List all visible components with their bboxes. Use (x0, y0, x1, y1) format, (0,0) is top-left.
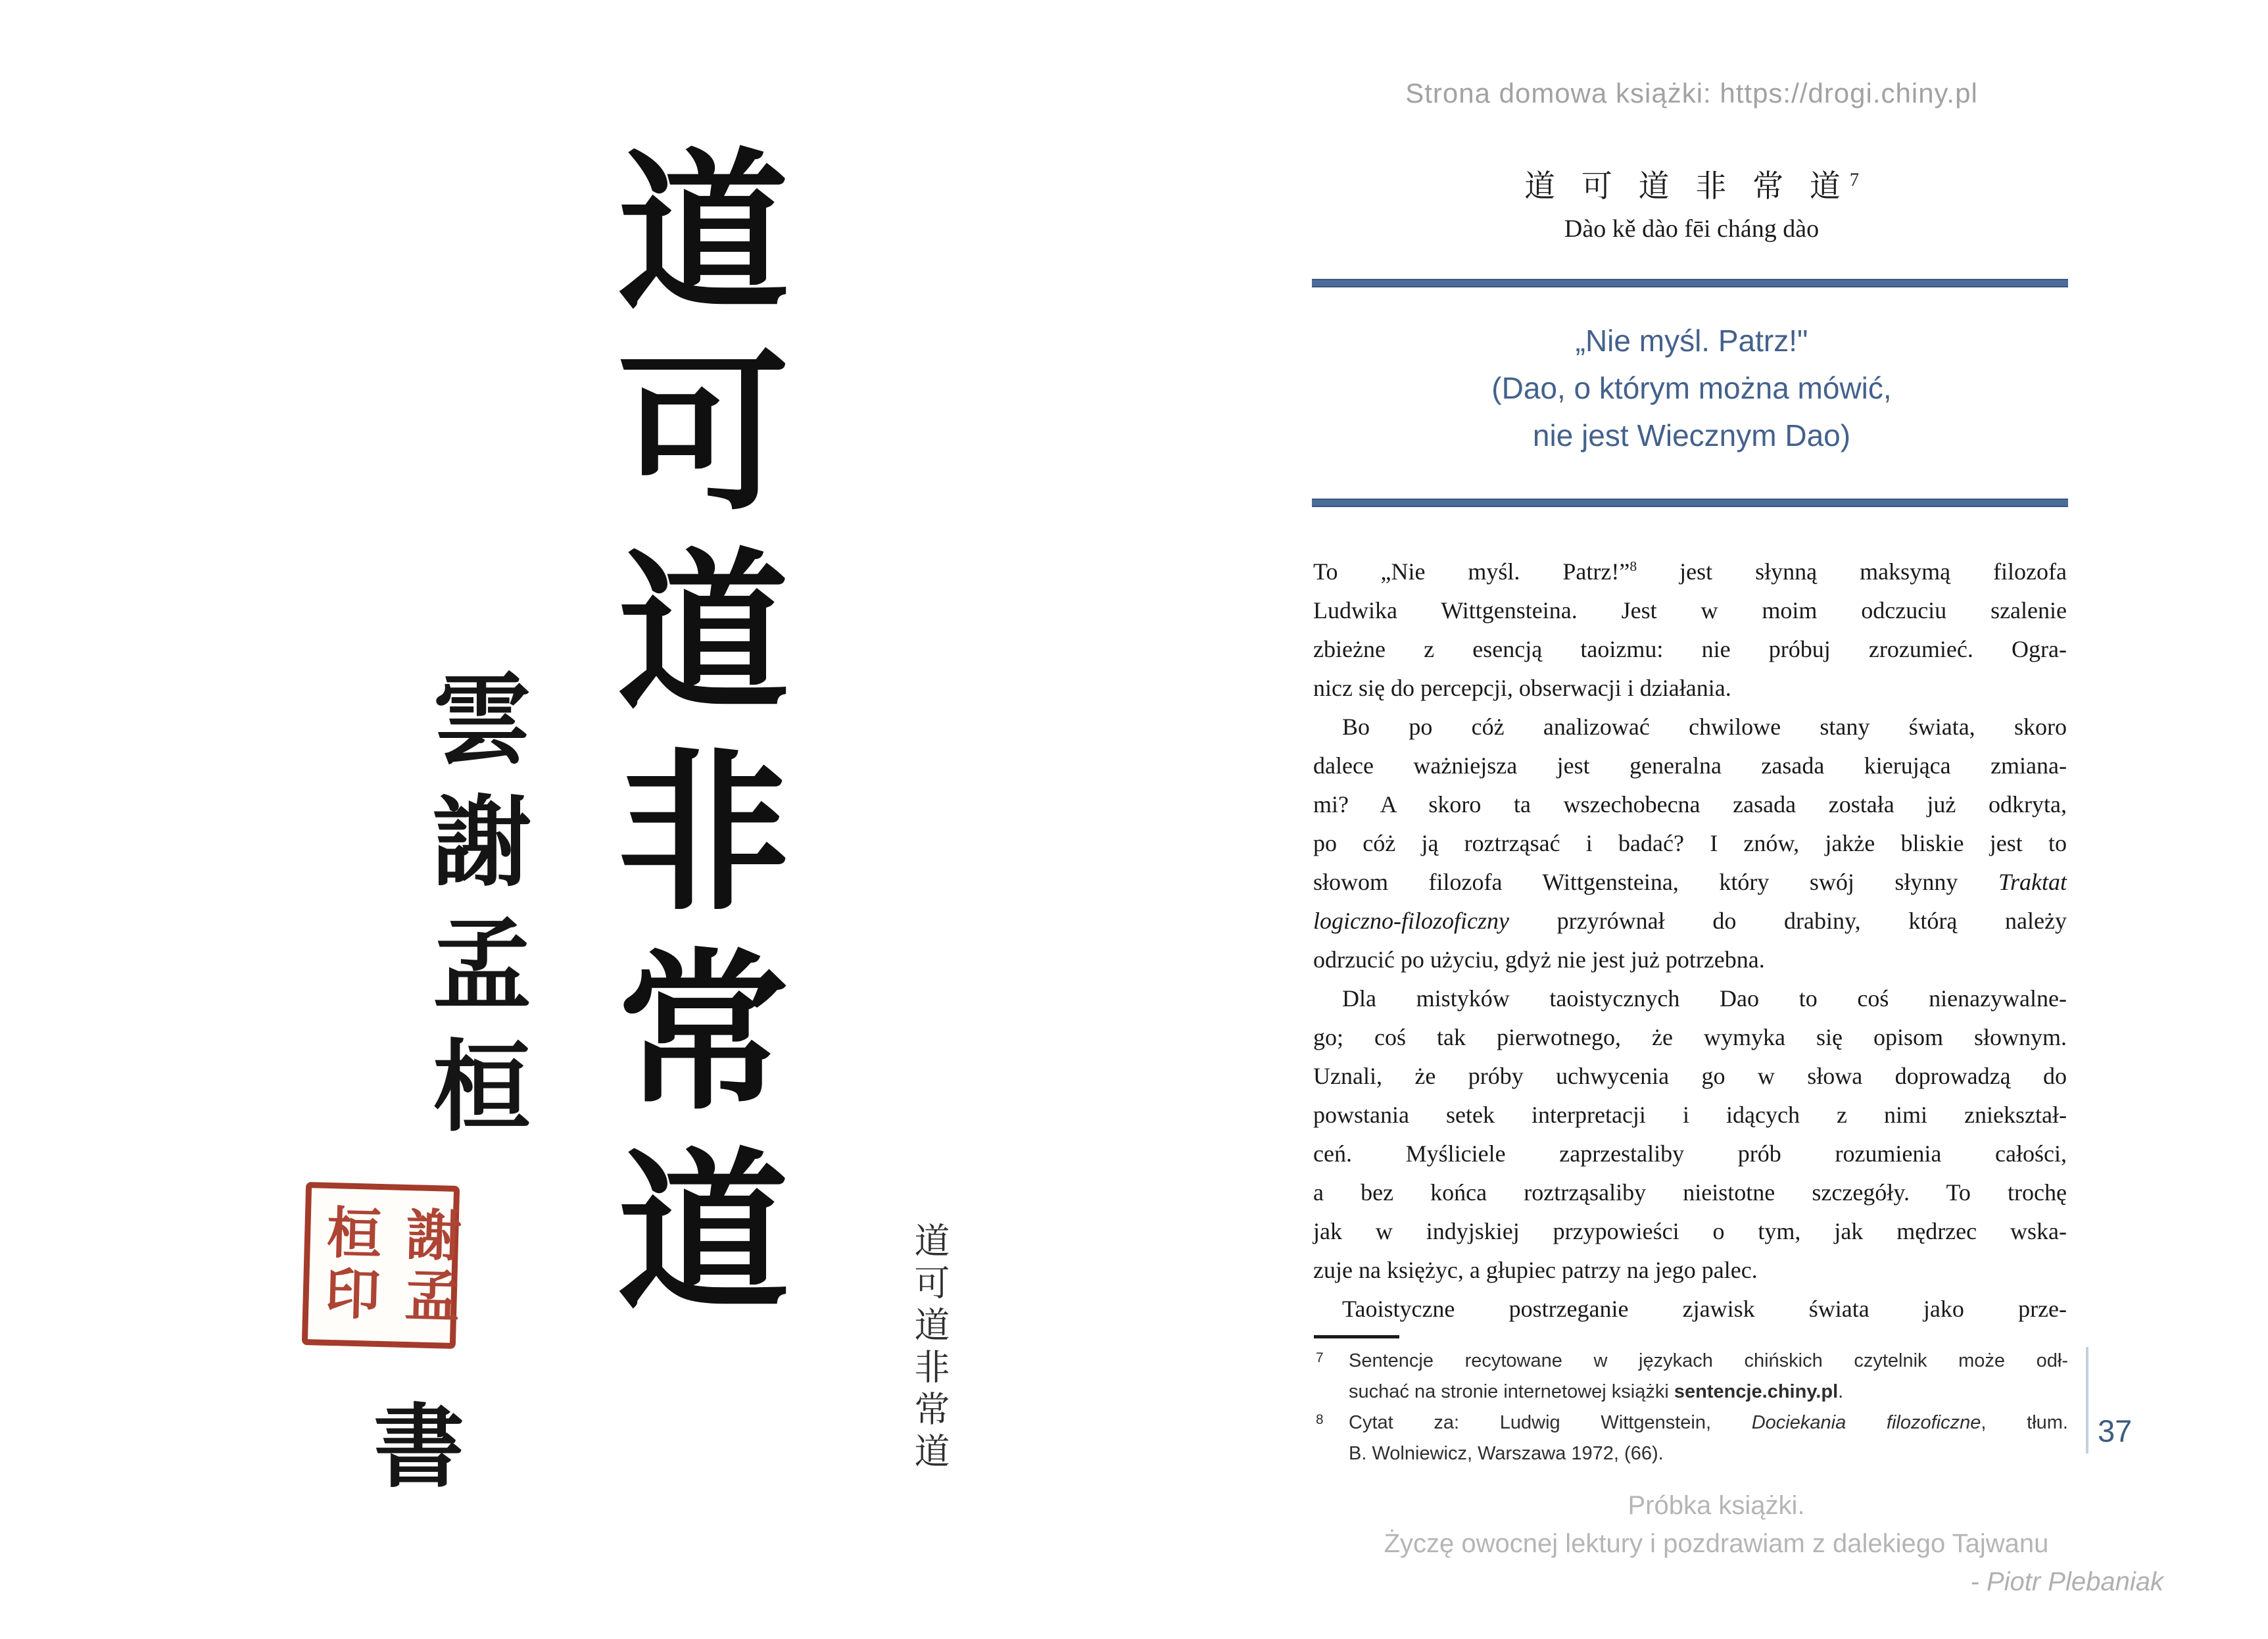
text-segment: przyrównał do drabiny, którą należy (1508, 908, 2067, 934)
text-segment: , tłum. (1981, 1412, 2068, 1433)
body-line (1313, 1018, 2067, 1057)
text-segment: jak w indyjskiej przypowieści o tym, jak mędrzec wska- (1313, 1218, 2067, 1244)
body-line (1313, 1135, 2067, 1173)
side-vertical-inscription: 道可道非常道 (909, 1222, 950, 1475)
quote-rule-top (1312, 279, 2068, 287)
body-line (1313, 785, 2067, 824)
body-line (1313, 630, 2067, 669)
quote-line-2: (Dao, o którym można mówić, (1491, 371, 1892, 405)
text-segment: Uznali, że próby uchwycenia go w słowa doprowadzą do (1313, 1063, 2067, 1089)
footnote-line (1316, 1407, 2068, 1438)
footer-greeting: Życzę owocnej lektury i pozdrawiam z dalekiego Tajwanu (1384, 1529, 2049, 1558)
chinese-title: 道 可 道 非 常 道 (1524, 170, 1850, 204)
left-page-calligraphy-panel (0, 0, 1118, 1639)
text-segment: odrzucić po użyciu, gdyż nie jest już potrzebna. (1313, 946, 1765, 973)
quote-line-1: „Nie myśl. Patrz!" (1575, 324, 1808, 358)
text-segment: . (1838, 1381, 1844, 1402)
text-segment: ceń. Myśliciele zaprzestaliby prób rozumienia całości, (1313, 1140, 2067, 1167)
body-line (1313, 552, 2067, 591)
text-segment: a bez końca roztrząsaliby nieistotne szczegóły. To trochę (1313, 1179, 2067, 1206)
body-line (1313, 1096, 2067, 1135)
chinese-title-line (1312, 162, 2071, 206)
text-segment: Dociekania filozoficzne (1751, 1412, 1981, 1433)
footnote-reference: 8 (1629, 558, 1637, 574)
quote-line-3: nie jest Wiecznym Dao) (1532, 418, 1851, 453)
body-line (1313, 1251, 2067, 1290)
text-segment: nicz się do percepcji, obserwacji i działania. (1313, 675, 1731, 701)
text-segment: zbieżne z esencją taoizmu: nie próbuj zrozumieć. Ogra- (1313, 636, 2067, 662)
body-line (1313, 863, 2067, 902)
title-footnote-ref: 7 (1849, 170, 1859, 191)
text-segment: zuje na księżyc, a głupiec patrzy na jego palec. (1313, 1257, 1758, 1283)
footnote-line (1349, 1438, 2068, 1469)
page-number: 37 (2098, 1413, 2133, 1448)
body-line (1313, 902, 2067, 941)
text-segment: Taoistyczne postrzeganie zjawisk świata jako prze- (1342, 1296, 2067, 1322)
footnote-marker: 7 (1316, 1350, 1324, 1365)
text-segment: Dla mistyków taoistycznych Dao to coś nienazywalne- (1342, 985, 2067, 1012)
body-text (1313, 552, 2067, 1329)
footer-block (1269, 1486, 2163, 1601)
text-segment: po cóż ją roztrząsać i badać? I znów, jakże bliskie jest to (1313, 830, 2067, 856)
footnote-marker: 8 (1316, 1412, 1324, 1427)
body-line (1313, 979, 2067, 1018)
pinyin-line: Dào kě dào fēi cháng dào (1564, 215, 1820, 243)
body-line (1313, 941, 2067, 979)
text-segment: suchać na stronie internetowej książki (1349, 1381, 1674, 1402)
footnote-line (1349, 1377, 2068, 1407)
page-number-divider (2086, 1347, 2088, 1454)
body-line (1313, 824, 2067, 863)
body-line (1313, 1057, 2067, 1096)
text-segment: Traktat (1998, 869, 2067, 895)
text-segment: słowom filozofa Wittgensteina, który swój słynny (1313, 869, 1998, 895)
footnote-line (1316, 1346, 2068, 1377)
calligraphy-signature-column: 雲謝孟桓 (416, 668, 531, 1157)
body-line (1313, 669, 2067, 708)
text-segment: B. Wolniewicz, Warszawa 1972, (66). (1349, 1443, 1664, 1464)
text-segment: powstania setek interpretacji i idących z nimi zniekształ- (1313, 1102, 2067, 1128)
seal-column-left: 桓印 (315, 1203, 384, 1327)
seal-column-right: 謝孟 (395, 1205, 464, 1329)
text-segment: logiczno-filozoficzny (1313, 908, 1509, 934)
artist-seal (302, 1182, 464, 1349)
body-line (1313, 746, 2067, 785)
body-line (1313, 1212, 2067, 1251)
footer-author-signature: - Piotr Plebaniak (1970, 1567, 2163, 1596)
text-segment: go; coś tak pierwotnego, że wymyka się opisom słownym. (1313, 1024, 2067, 1050)
body-line (1313, 1290, 2067, 1329)
text-segment: dalece ważniejsza jest generalna zasada kierująca zmiana- (1313, 752, 2067, 779)
text-segment: Cytat za: Ludwig Wittgenstein, (1349, 1412, 1752, 1433)
book-homepage-note: Strona domowa książki: https://drogi.chiny.pl (1405, 78, 1978, 109)
quote-rule-bottom (1312, 499, 2068, 507)
text-segment: Bo po cóż analizować chwilowe stany świata, skoro (1342, 714, 2067, 740)
footnote-separator (1314, 1335, 1399, 1338)
text-segment: To „Nie myśl. Patrz!” (1313, 558, 1630, 585)
calligraphy-main-column: 道可道非常道 (588, 141, 790, 1341)
quote-block (1312, 317, 2071, 459)
body-line (1313, 708, 2067, 746)
text-segment: jest słynną maksymą filozofa (1637, 558, 2067, 585)
footnotes-block (1316, 1346, 2068, 1469)
text-segment: sentencje.chiny.pl (1674, 1381, 1839, 1402)
footer-sample-note: Próbka książki. (1628, 1491, 1805, 1520)
right-page-text-panel (1312, 0, 2071, 1639)
calligraphy-suffix-character: 書 (374, 1393, 465, 1500)
text-segment: mi? A skoro ta wszechobecna zasada została już odkryta, (1313, 791, 2067, 818)
body-line (1313, 1173, 2067, 1212)
text-segment: Ludwika Wittgensteina. Jest w moim odczuciu szalenie (1313, 597, 2067, 624)
text-segment: Sentencje recytowane w językach chińskich czytelnik może odł- (1349, 1350, 2068, 1371)
body-line (1313, 591, 2067, 630)
